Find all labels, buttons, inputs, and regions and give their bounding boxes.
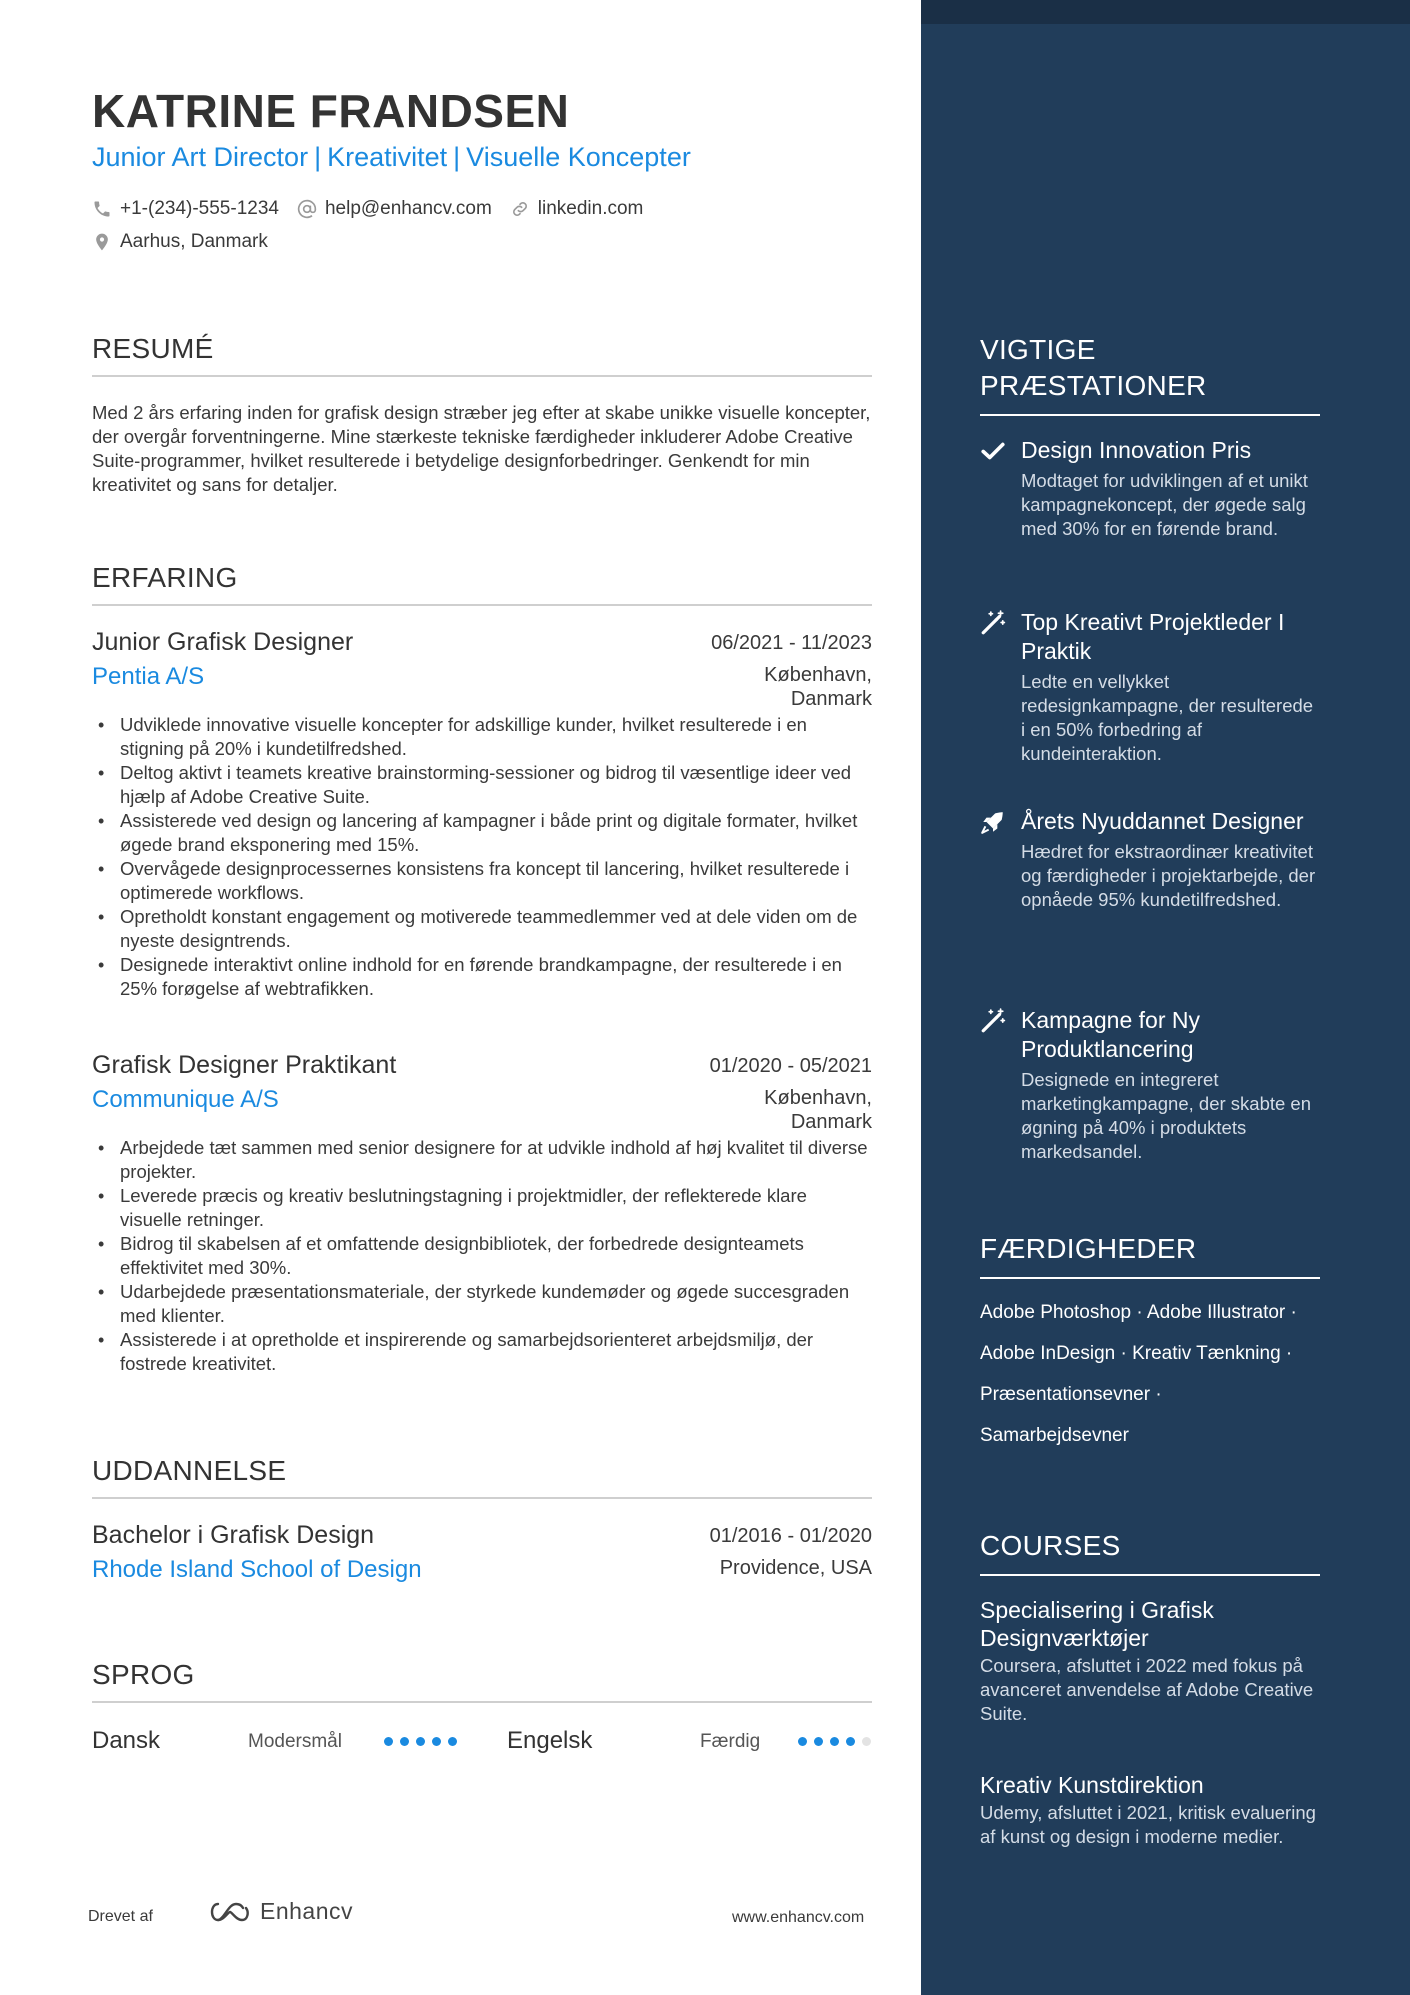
education-location: Providence, USA [719,1557,872,1579]
education-dates: 01/2016 - 01/2020 [709,1525,872,1547]
achievement-title: Årets Nyuddannet Designer [1021,808,1304,834]
rating-dot-filled [416,1737,425,1746]
job-dates: 01/2020 - 05/2021 [709,1055,872,1077]
location-pin-icon [92,232,112,252]
headline-trait-2: Visuelle Koncepter [466,142,691,172]
list-item: • Udviklede innovative visuelle koncepter for adskillige kunder, hvilket resulterede i en stigning på 20% i kundetilfredshed. [92,713,872,761]
degree-title: Bachelor i Grafisk Design [92,1521,375,1549]
skill-line: Samarbejdsevner [980,1425,1129,1446]
headline [92,142,691,173]
location-text: Aarhus, Danmark [120,231,268,252]
rating-dot-filled [846,1737,855,1746]
list-item: • Leverede præcis og kreativ beslutningstagning i projektmidler, der reflekterede klare visuelle retninger. [92,1184,872,1232]
course-title: Kreativ Kunstdirektion [980,1772,1204,1798]
contact-phone[interactable] [92,198,279,220]
achievement-item [980,608,1340,766]
job-title: Junior Grafisk Designer [92,628,354,656]
list-item: • Bidrog til skabelsen af et omfattende designbibliotek, der forbedrede designteamets effektivitet med 30%. [92,1232,872,1280]
phone-number: +1-(234)-555-1234 [120,198,279,219]
job-company: Communique A/S [92,1086,279,1113]
job-entry-2 [92,1051,872,1376]
list-item: • Deltog aktivt i teamets kreative brainstorming-sessioner og bidrog til væsentlige ideer ved hjælp af Adobe Creative Suite. [92,761,872,809]
headline-role: Junior Art Director [92,142,309,172]
job-location-country: Danmark [790,688,872,710]
job-location-country: Danmark [790,1111,872,1133]
job-location-city: København, [764,1087,872,1109]
linkedin-url: linkedin.com [537,198,644,219]
contact-location [92,231,268,253]
achievements-title-line-1: VIGTIGE [980,334,1096,365]
rating-dot-empty [862,1737,871,1746]
achievement-title: Kampagne for Ny Produktlancering [1021,1007,1200,1062]
list-item: • Assisterede i at opretholde et inspirerende og samarbejdsorienteret arbejdsmiljø, der fostrede kreativitet. [92,1328,872,1376]
achievement-item [980,436,1340,541]
link-icon [510,199,530,219]
headline-trait-1: Kreativitet [327,142,448,172]
skill-line: Adobe Photoshop · Adobe Illustrator · [980,1302,1297,1323]
courses-section-title: COURSES [980,1528,1320,1576]
skills-section-title: FÆRDIGHEDER [980,1231,1320,1279]
education-entry [92,1521,872,1584]
footer-powered-by: Drevet af [88,1908,153,1925]
language-name: Engelsk [507,1727,593,1754]
rating-dot-filled [830,1737,839,1746]
email-address: help@enhancv.com [324,198,492,219]
job-location [764,1086,872,1134]
sidebar-top-band [921,0,1410,24]
headline-separator: | [453,142,461,172]
course-title: Specialisering i Grafisk Designværktøjer [980,1597,1214,1651]
at-sign-icon [297,199,317,219]
candidate-name: KATRINE FRANDSEN [92,85,570,137]
rating-dot-filled [432,1737,441,1746]
rating-dot-filled [814,1737,823,1746]
list-item: • Opretholdt konstant engagement og motiverede teammedlemmer ved at dele viden om de nyeste designtrends. [92,905,872,953]
achievement-title: Top Kreativt Projektleder I Praktik [1021,609,1285,664]
skills-list [980,1296,1340,1460]
achievement-title: Design Innovation Pris [1021,437,1252,463]
job-bullets [92,1136,872,1376]
contact-email[interactable] [297,198,492,220]
job-entry-1 [92,628,872,1001]
experience-section-title: ERFARING [92,562,872,606]
language-rating [384,1737,464,1746]
school-name: Rhode Island School of Design [92,1556,422,1583]
rocket-icon [980,809,1006,835]
footer-website[interactable]: www.enhancv.com [732,1909,865,1926]
achievement-description: Modtaget for udviklingen af et unikt kampagnekoncept, der øgede salg med 30% for en førende brand. [1021,470,1308,539]
summary-section-title: RESUMÉ [92,333,872,377]
languages-list [92,1727,872,1757]
phone-icon [92,199,112,219]
language-level: Modersmål [248,1731,342,1752]
job-title: Grafisk Designer Praktikant [92,1051,397,1079]
list-item: • Assisterede ved design og lancering af kampagner i både print og digitale formater, hvilket øgede brand eksponering med 15%. [92,809,872,857]
list-item: • Designede interaktivt online indhold for en førende brandkampagne, der resulterede i en 25% forøgelse af webtrafikken. [92,953,872,1001]
course-description: Udemy, afsluttet i 2021, kritisk evaluering af kunst og design i moderne medier. [980,1802,1316,1847]
achievement-description: Hædret for ekstraordinær kreativitet og færdigheder i projektarbejde, der opnåede 95% kundetilfredshed. [1021,841,1316,910]
languages-section-title: SPROG [92,1659,872,1703]
achievement-description: Designede en integreret marketingkampagne, der skabte en øgning på 40% i produktets markedsandel. [1021,1069,1312,1162]
language-name: Dansk [92,1727,161,1754]
rating-dot-filled [400,1737,409,1746]
course-item [980,1596,1330,1726]
sidebar [921,0,1410,1995]
education-section-title: UDDANNELSE [92,1455,872,1499]
list-item: • Arbejdede tæt sammen med senior designere for at udvikle indhold af høj kvalitet til diverse projekter. [92,1136,872,1184]
enhancv-logo-icon [206,1900,252,1924]
course-item [980,1771,1330,1849]
rating-dot-filled [798,1737,807,1746]
achievement-description: Ledte en vellykket redesignkampagne, der resulterede i en 50% forbedring af kundeinteraktion. [1021,671,1314,764]
job-company: Pentia A/S [92,663,205,690]
skill-line: Adobe InDesign · Kreativ Tænkning · [980,1343,1293,1364]
achievement-item [980,1006,1340,1164]
footer-brand-logo[interactable] [206,1898,353,1925]
footer-brand-name: Enhancv [260,1898,354,1924]
checkmark-icon [980,438,1006,464]
skill-line: Præsentationsevner · [980,1384,1162,1405]
summary-text: Med 2 års erfaring inden for grafisk design stræber jeg efter at skabe unikke visuelle koncepter, der overgår forventningerne. Mine stærkeste tekniske færdigheder inkluderer Adobe Creative Suite-programmer, hvilket resulterede i betydelige designforbedringer. Genkendt for min kreativitet og sans for detaljer. [92,402,871,495]
contact-info [92,196,892,262]
job-location [764,663,872,711]
magic-wand-icon [980,1008,1006,1034]
rating-dot-filled [384,1737,393,1746]
job-dates: 06/2021 - 11/2023 [711,632,872,654]
language-level: Færdig [700,1731,761,1752]
achievements-section-title [980,332,1320,416]
headline-separator: | [314,142,322,172]
contact-linkedin[interactable] [510,198,644,220]
list-item: • Udarbejdede præsentationsmateriale, der styrkede kundemøder og øgede succesgraden med klienter. [92,1280,872,1328]
list-item: • Overvågede designprocessernes konsistens fra koncept til lancering, hvilket resulterede i optimerede workflows. [92,857,872,905]
course-description: Coursera, afsluttet i 2022 med fokus på avanceret anvendelse af Adobe Creative Suite. [980,1655,1314,1724]
language-rating [798,1737,878,1746]
achievements-title-line-2: PRÆSTATIONER [980,370,1207,401]
achievement-item [980,807,1340,912]
job-bullets [92,713,872,1001]
job-location-city: København, [764,664,872,686]
magic-wand-icon [980,610,1006,636]
rating-dot-filled [448,1737,457,1746]
